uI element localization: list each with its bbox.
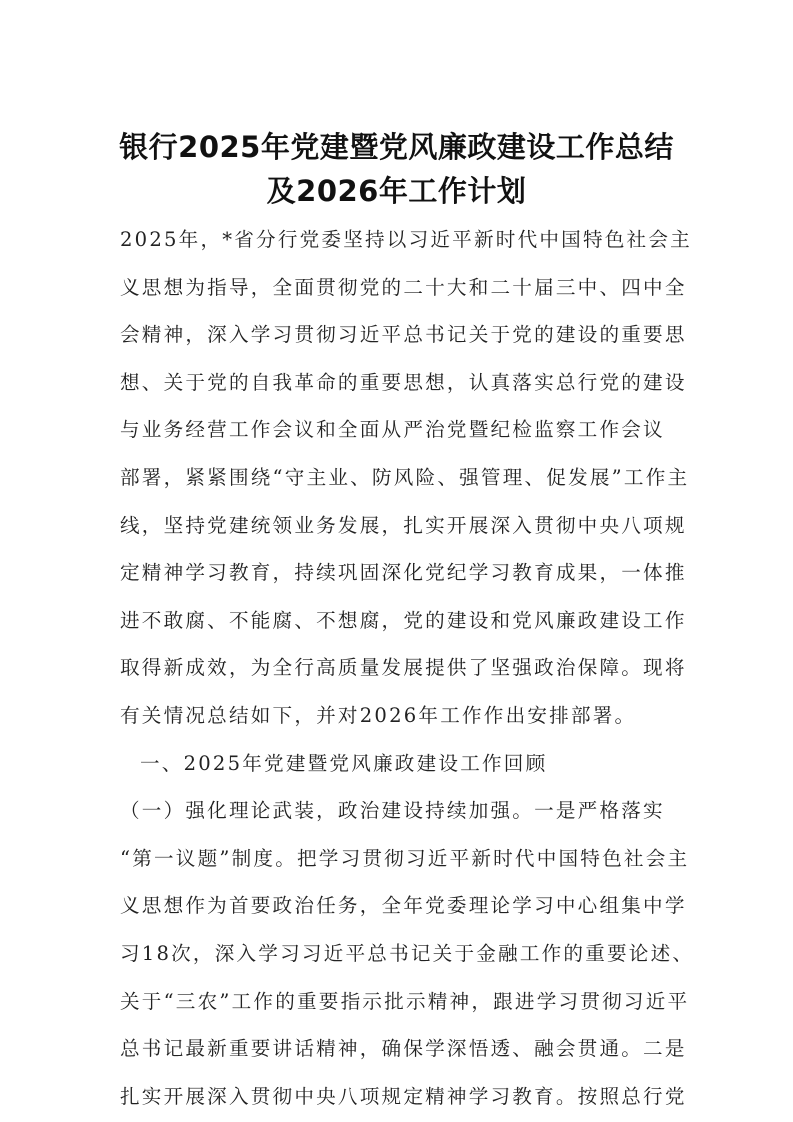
paragraph-line-1: 2025年，*省分行党委坚持以习近平新时代中国特色社会主 [120, 228, 692, 251]
paragraph-line-3: 会精神，深入学习贯彻习近平总书记关于党的建设的重要思 [120, 323, 687, 346]
section-heading: 一、2025年党建暨党风廉政建设工作回顾 [140, 752, 548, 775]
paragraph-line-5: 与业务经营工作会议和全面从严治党暨纪检监察工作会议 [120, 418, 665, 441]
paragraph-line-6: 部署，紧紧围绕“守主业、防风险、强管理、促发展”工作主 [120, 466, 690, 489]
paragraph-line-2: 义思想为指导，全面贯彻党的二十大和二十届三中、四中全 [120, 276, 687, 299]
paragraph-line-11: 有关情况总结如下，并对2026年工作作出安排部署。 [120, 704, 637, 727]
paragraph-line-4: 想、关于党的自我革命的重要思想，认真落实总行党的建设 [120, 371, 687, 394]
document-title-line-2: 及2026年工作计划 [266, 174, 527, 208]
paragraph-line-9: 进不敢腐、不能腐、不想腐，党的建设和党风廉政建设工作 [120, 609, 687, 632]
paragraph-line-14: “第一议题”制度。把学习贯彻习近平新时代中国特色社会主 [120, 847, 690, 870]
document-title-line-1: 银行2025年党建暨党风廉政建设工作总结 [119, 130, 674, 164]
paragraph-line-8: 定精神学习教育，持续巩固深化党纪学习教育成果，一体推 [120, 561, 687, 584]
paragraph-line-10: 取得新成效，为全行高质量发展提供了坚强政治保障。现将 [120, 656, 687, 679]
paragraph-line-19: 扎实开展深入贯彻中央八项规定精神学习教育。按照总行党 [120, 1085, 687, 1108]
paragraph-line-7: 线，坚持党建统领业务发展，扎实开展深入贯彻中央八项规 [120, 514, 687, 537]
paragraph-line-18: 总书记最新重要讲话精神，确保学深悟透、融会贯通。二是 [120, 1037, 687, 1060]
paragraph-line-13: （一）强化理论武装，政治建设持续加强。一是严格落实 [120, 799, 665, 822]
paragraph-line-16: 习18次，深入学习习近平总书记关于金融工作的重要论述、 [120, 942, 695, 965]
paragraph-line-17: 关于“三农”工作的重要指示批示精神，跟进学习贯彻习近平 [120, 990, 690, 1013]
paragraph-line-15: 义思想作为首要政治任务，全年党委理论学习中心组集中学 [120, 894, 687, 917]
